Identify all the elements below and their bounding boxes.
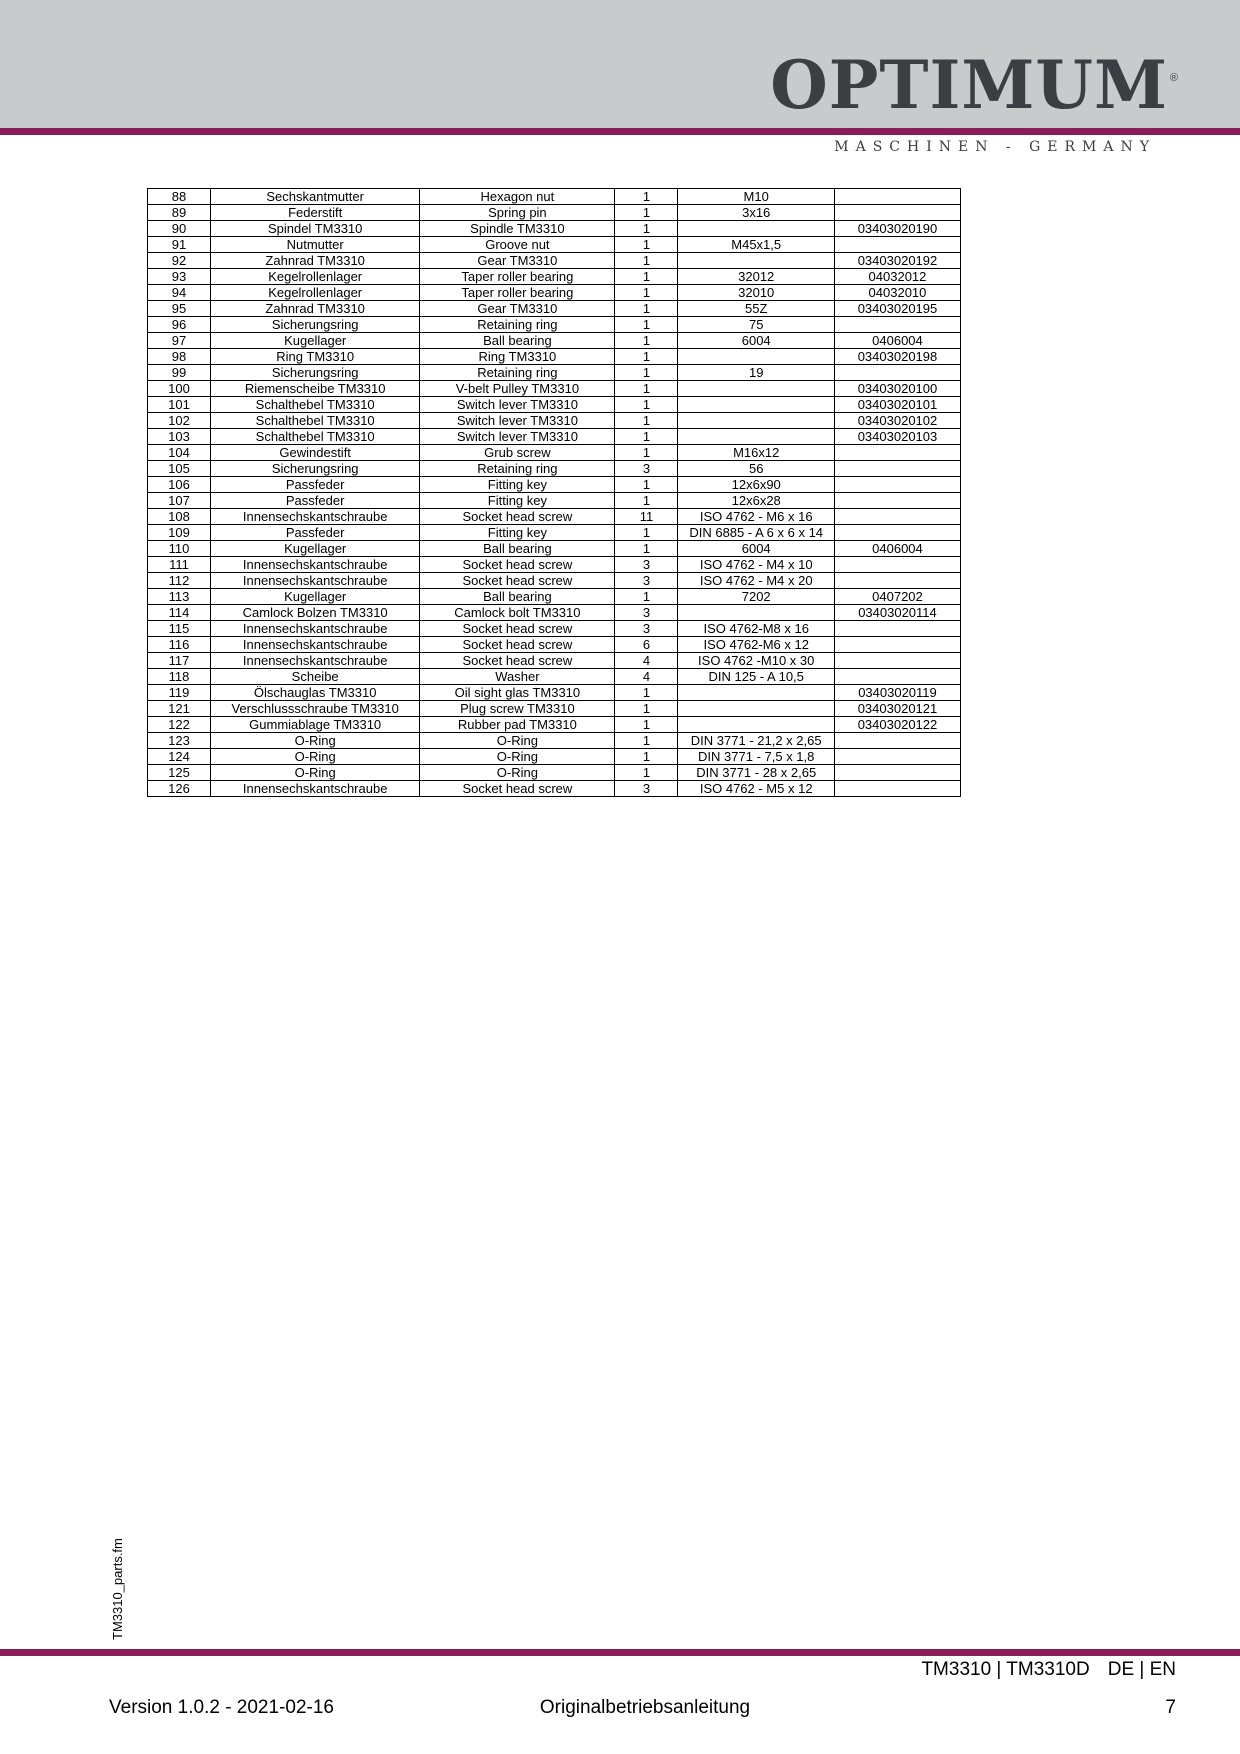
position-cell: 126 (148, 781, 211, 797)
quantity-cell: 3 (615, 621, 678, 637)
size-cell (678, 253, 835, 269)
table-row (148, 221, 961, 237)
size-cell: 55Z (678, 301, 835, 317)
designation-en-cell: O-Ring (420, 765, 615, 781)
designation-de-cell: Gewindestift (211, 445, 420, 461)
position-cell: 93 (148, 269, 211, 285)
table-row (148, 621, 961, 637)
position-cell: 109 (148, 525, 211, 541)
designation-en-cell: Gear TM3310 (420, 301, 615, 317)
table-row (148, 317, 961, 333)
position-cell: 89 (148, 205, 211, 221)
size-cell: DIN 6885 - A 6 x 6 x 14 (678, 525, 835, 541)
quantity-cell: 6 (615, 637, 678, 653)
model-name: TM3310 | TM3310D (921, 1659, 1090, 1680)
item-no-cell (834, 445, 960, 461)
size-cell: ISO 4762 - M4 x 10 (678, 557, 835, 573)
quantity-cell: 1 (615, 749, 678, 765)
position-cell: 94 (148, 285, 211, 301)
size-cell: 32012 (678, 269, 835, 285)
quantity-cell: 1 (615, 733, 678, 749)
position-cell: 121 (148, 701, 211, 717)
table-row (148, 557, 961, 573)
table-row (148, 573, 961, 589)
designation-de-cell: Innensechskantschraube (211, 509, 420, 525)
item-no-cell (834, 317, 960, 333)
designation-de-cell: Passfeder (211, 493, 420, 509)
quantity-cell: 1 (615, 301, 678, 317)
size-cell (678, 605, 835, 621)
designation-de-cell: Verschlussschraube TM3310 (211, 701, 420, 717)
position-cell: 90 (148, 221, 211, 237)
size-cell: 75 (678, 317, 835, 333)
table-row (148, 365, 961, 381)
item-no-cell: 03403020195 (834, 301, 960, 317)
parts-table (147, 188, 961, 797)
position-cell: 101 (148, 397, 211, 413)
designation-de-cell: Riemenscheibe TM3310 (211, 381, 420, 397)
position-cell: 104 (148, 445, 211, 461)
designation-en-cell: Fitting key (420, 525, 615, 541)
footer-accent-rule (0, 1649, 1240, 1656)
quantity-cell: 1 (615, 685, 678, 701)
item-no-cell: 0407202 (834, 589, 960, 605)
item-no-cell (834, 733, 960, 749)
position-cell: 119 (148, 685, 211, 701)
item-no-cell: 04032012 (834, 269, 960, 285)
item-no-cell: 03403020102 (834, 413, 960, 429)
item-no-cell: 03403020192 (834, 253, 960, 269)
size-cell: ISO 4762 - M5 x 12 (678, 781, 835, 797)
designation-en-cell: Ball bearing (420, 333, 615, 349)
quantity-cell: 1 (615, 525, 678, 541)
designation-de-cell: Kegelrollenlager (211, 269, 420, 285)
designation-de-cell: O-Ring (211, 765, 420, 781)
table-row (148, 477, 961, 493)
designation-en-cell: Socket head screw (420, 621, 615, 637)
position-cell: 103 (148, 429, 211, 445)
size-cell (678, 397, 835, 413)
quantity-cell: 1 (615, 477, 678, 493)
item-no-cell (834, 525, 960, 541)
size-cell: 12x6x90 (678, 477, 835, 493)
table-row (148, 637, 961, 653)
designation-de-cell: Sicherungsring (211, 317, 420, 333)
designation-en-cell: Socket head screw (420, 781, 615, 797)
designation-de-cell: Kegelrollenlager (211, 285, 420, 301)
size-cell: 32010 (678, 285, 835, 301)
designation-en-cell: V-belt Pulley TM3310 (420, 381, 615, 397)
size-cell: 3x16 (678, 205, 835, 221)
table-row (148, 701, 961, 717)
designation-de-cell: Sicherungsring (211, 461, 420, 477)
designation-de-cell: Schalthebel TM3310 (211, 397, 420, 413)
quantity-cell: 1 (615, 397, 678, 413)
quantity-cell: 1 (615, 381, 678, 397)
size-cell: ISO 4762-M8 x 16 (678, 621, 835, 637)
item-no-cell (834, 365, 960, 381)
table-row (148, 765, 961, 781)
item-no-cell (834, 669, 960, 685)
size-cell: 12x6x28 (678, 493, 835, 509)
designation-en-cell: Gear TM3310 (420, 253, 615, 269)
designation-de-cell: Kugellager (211, 589, 420, 605)
size-cell: ISO 4762 -M10 x 30 (678, 653, 835, 669)
designation-de-cell: Innensechskantschraube (211, 621, 420, 637)
designation-en-cell: Oil sight glas TM3310 (420, 685, 615, 701)
item-no-cell: 03403020121 (834, 701, 960, 717)
table-row (148, 509, 961, 525)
item-no-cell: 03403020198 (834, 349, 960, 365)
table-row (148, 333, 961, 349)
designation-de-cell: Gummiablage TM3310 (211, 717, 420, 733)
designation-en-cell: Switch lever TM3310 (420, 429, 615, 445)
item-no-cell: 03403020190 (834, 221, 960, 237)
quantity-cell: 3 (615, 573, 678, 589)
designation-de-cell: Federstift (211, 205, 420, 221)
size-cell (678, 701, 835, 717)
designation-en-cell: Spring pin (420, 205, 615, 221)
document-title: Originalbetriebsanleitung (539, 1697, 751, 1718)
position-cell: 122 (148, 717, 211, 733)
size-cell: M16x12 (678, 445, 835, 461)
designation-de-cell: O-Ring (211, 749, 420, 765)
quantity-cell: 3 (615, 461, 678, 477)
quantity-cell: 1 (615, 285, 678, 301)
designation-en-cell: Socket head screw (420, 637, 615, 653)
designation-en-cell: O-Ring (420, 749, 615, 765)
designation-en-cell: Ball bearing (420, 589, 615, 605)
brand-tagline: MASCHINEN - GERMANY (834, 139, 1156, 155)
size-cell: 6004 (678, 541, 835, 557)
item-no-cell: 04032010 (834, 285, 960, 301)
designation-en-cell: Socket head screw (420, 557, 615, 573)
designation-en-cell: Retaining ring (420, 365, 615, 381)
designation-de-cell: Innensechskantschraube (211, 653, 420, 669)
designation-en-cell: Ring TM3310 (420, 349, 615, 365)
position-cell: 92 (148, 253, 211, 269)
table-row (148, 749, 961, 765)
quantity-cell: 1 (615, 365, 678, 381)
footer-model (921, 1659, 1176, 1681)
item-no-cell (834, 653, 960, 669)
size-cell: DIN 3771 - 28 x 2,65 (678, 765, 835, 781)
size-cell: ISO 4762-M6 x 12 (678, 637, 835, 653)
size-cell (678, 717, 835, 733)
parts-table-body (148, 189, 961, 797)
item-no-cell (834, 509, 960, 525)
designation-en-cell: Socket head screw (420, 653, 615, 669)
size-cell (678, 685, 835, 701)
designation-de-cell: Scheibe (211, 669, 420, 685)
quantity-cell: 1 (615, 317, 678, 333)
designation-de-cell: Innensechskantschraube (211, 781, 420, 797)
quantity-cell: 1 (615, 445, 678, 461)
designation-en-cell: Groove nut (420, 237, 615, 253)
item-no-cell (834, 493, 960, 509)
table-row (148, 301, 961, 317)
position-cell: 98 (148, 349, 211, 365)
quantity-cell: 1 (615, 237, 678, 253)
table-row (148, 605, 961, 621)
designation-en-cell: Taper roller bearing (420, 285, 615, 301)
table-row (148, 589, 961, 605)
designation-de-cell: Schalthebel TM3310 (211, 429, 420, 445)
designation-en-cell: Rubber pad TM3310 (420, 717, 615, 733)
table-row (148, 493, 961, 509)
table-row (148, 269, 961, 285)
item-no-cell: 03403020114 (834, 605, 960, 621)
designation-en-cell: Switch lever TM3310 (420, 397, 615, 413)
designation-en-cell: Camlock bolt TM3310 (420, 605, 615, 621)
quantity-cell: 4 (615, 653, 678, 669)
size-cell: M45x1,5 (678, 237, 835, 253)
designation-en-cell: Switch lever TM3310 (420, 413, 615, 429)
table-row (148, 461, 961, 477)
designation-en-cell: Fitting key (420, 493, 615, 509)
registered-mark: ® (1169, 72, 1178, 84)
size-cell: ISO 4762 - M4 x 20 (678, 573, 835, 589)
table-row (148, 541, 961, 557)
size-cell: DIN 125 - A 10,5 (678, 669, 835, 685)
designation-en-cell: Taper roller bearing (420, 269, 615, 285)
size-cell (678, 429, 835, 445)
position-cell: 124 (148, 749, 211, 765)
position-cell: 125 (148, 765, 211, 781)
designation-de-cell: Kugellager (211, 333, 420, 349)
designation-de-cell: Zahnrad TM3310 (211, 253, 420, 269)
position-cell: 116 (148, 637, 211, 653)
designation-en-cell: Retaining ring (420, 461, 615, 477)
designation-de-cell: Passfeder (211, 525, 420, 541)
position-cell: 99 (148, 365, 211, 381)
table-row (148, 205, 961, 221)
header-accent-rule (0, 128, 1240, 135)
table-row (148, 285, 961, 301)
quantity-cell: 4 (615, 669, 678, 685)
item-no-cell: 03403020100 (834, 381, 960, 397)
designation-de-cell: Ölschauglas TM3310 (211, 685, 420, 701)
item-no-cell: 03403020101 (834, 397, 960, 413)
designation-de-cell: Nutmutter (211, 237, 420, 253)
size-cell: DIN 3771 - 21,2 x 2,65 (678, 733, 835, 749)
item-no-cell (834, 461, 960, 477)
size-cell (678, 349, 835, 365)
designation-de-cell: Schalthebel TM3310 (211, 413, 420, 429)
table-row (148, 189, 961, 205)
position-cell: 102 (148, 413, 211, 429)
position-cell: 117 (148, 653, 211, 669)
position-cell: 91 (148, 237, 211, 253)
position-cell: 115 (148, 621, 211, 637)
item-no-cell: 03403020103 (834, 429, 960, 445)
designation-en-cell: Socket head screw (420, 509, 615, 525)
side-file-label: TM3310_parts.fm (110, 1538, 125, 1640)
size-cell: DIN 3771 - 7,5 x 1,8 (678, 749, 835, 765)
position-cell: 123 (148, 733, 211, 749)
item-no-cell (834, 237, 960, 253)
designation-en-cell: Washer (420, 669, 615, 685)
designation-de-cell: Sicherungsring (211, 365, 420, 381)
position-cell: 97 (148, 333, 211, 349)
table-row (148, 685, 961, 701)
item-no-cell (834, 749, 960, 765)
position-cell: 96 (148, 317, 211, 333)
position-cell: 106 (148, 477, 211, 493)
quantity-cell: 3 (615, 781, 678, 797)
item-no-cell (834, 205, 960, 221)
table-row (148, 253, 961, 269)
size-cell: 6004 (678, 333, 835, 349)
size-cell: 19 (678, 365, 835, 381)
designation-en-cell: Fitting key (420, 477, 615, 493)
item-no-cell: 0406004 (834, 333, 960, 349)
designation-de-cell: Ring TM3310 (211, 349, 420, 365)
size-cell: 7202 (678, 589, 835, 605)
item-no-cell (834, 189, 960, 205)
table-row (148, 397, 961, 413)
item-no-cell (834, 637, 960, 653)
item-no-cell: 03403020122 (834, 717, 960, 733)
quantity-cell: 11 (615, 509, 678, 525)
item-no-cell (834, 557, 960, 573)
quantity-cell: 1 (615, 701, 678, 717)
position-cell: 118 (148, 669, 211, 685)
quantity-cell: 1 (615, 765, 678, 781)
quantity-cell: 1 (615, 189, 678, 205)
version-info: Version 1.0.2 - 2021-02-16 (109, 1697, 334, 1718)
position-cell: 100 (148, 381, 211, 397)
quantity-cell: 1 (615, 541, 678, 557)
brand-logo: OPTIMUM (770, 46, 1168, 124)
quantity-cell: 1 (615, 269, 678, 285)
table-row (148, 653, 961, 669)
table-row (148, 429, 961, 445)
quantity-cell: 3 (615, 605, 678, 621)
quantity-cell: 1 (615, 717, 678, 733)
table-row (148, 781, 961, 797)
designation-de-cell: Passfeder (211, 477, 420, 493)
position-cell: 105 (148, 461, 211, 477)
designation-de-cell: O-Ring (211, 733, 420, 749)
table-row (148, 525, 961, 541)
designation-en-cell: Plug screw TM3310 (420, 701, 615, 717)
item-no-cell (834, 621, 960, 637)
position-cell: 113 (148, 589, 211, 605)
size-cell (678, 381, 835, 397)
quantity-cell: 1 (615, 205, 678, 221)
size-cell (678, 413, 835, 429)
position-cell: 108 (148, 509, 211, 525)
table-row (148, 717, 961, 733)
designation-en-cell: O-Ring (420, 733, 615, 749)
designation-de-cell: Camlock Bolzen TM3310 (211, 605, 420, 621)
position-cell: 112 (148, 573, 211, 589)
page-number: 7 (1165, 1697, 1176, 1718)
quantity-cell: 1 (615, 221, 678, 237)
item-no-cell (834, 765, 960, 781)
item-no-cell: 0406004 (834, 541, 960, 557)
size-cell (678, 221, 835, 237)
quantity-cell: 1 (615, 429, 678, 445)
item-no-cell: 03403020119 (834, 685, 960, 701)
table-row (148, 237, 961, 253)
size-cell: M10 (678, 189, 835, 205)
position-cell: 111 (148, 557, 211, 573)
size-cell: 56 (678, 461, 835, 477)
designation-de-cell: Zahnrad TM3310 (211, 301, 420, 317)
quantity-cell: 1 (615, 333, 678, 349)
designation-de-cell: Kugellager (211, 541, 420, 557)
table-row (148, 669, 961, 685)
position-cell: 107 (148, 493, 211, 509)
size-cell: ISO 4762 - M6 x 16 (678, 509, 835, 525)
quantity-cell: 1 (615, 349, 678, 365)
item-no-cell (834, 781, 960, 797)
position-cell: 114 (148, 605, 211, 621)
position-cell: 110 (148, 541, 211, 557)
designation-en-cell: Ball bearing (420, 541, 615, 557)
designation-en-cell: Spindle TM3310 (420, 221, 615, 237)
designation-en-cell: Grub screw (420, 445, 615, 461)
item-no-cell (834, 477, 960, 493)
designation-de-cell: Sechskantmutter (211, 189, 420, 205)
quantity-cell: 1 (615, 413, 678, 429)
position-cell: 88 (148, 189, 211, 205)
table-row (148, 733, 961, 749)
table-row (148, 381, 961, 397)
designation-de-cell: Innensechskantschraube (211, 637, 420, 653)
designation-de-cell: Spindel TM3310 (211, 221, 420, 237)
designation-en-cell: Socket head screw (420, 573, 615, 589)
table-row (148, 413, 961, 429)
quantity-cell: 1 (615, 589, 678, 605)
quantity-cell: 1 (615, 493, 678, 509)
quantity-cell: 3 (615, 557, 678, 573)
designation-en-cell: Hexagon nut (420, 189, 615, 205)
designation-en-cell: Retaining ring (420, 317, 615, 333)
position-cell: 95 (148, 301, 211, 317)
language-codes: DE | EN (1107, 1659, 1176, 1680)
designation-de-cell: Innensechskantschraube (211, 573, 420, 589)
table-row (148, 445, 961, 461)
designation-de-cell: Innensechskantschraube (211, 557, 420, 573)
table-row (148, 349, 961, 365)
quantity-cell: 1 (615, 253, 678, 269)
item-no-cell (834, 573, 960, 589)
